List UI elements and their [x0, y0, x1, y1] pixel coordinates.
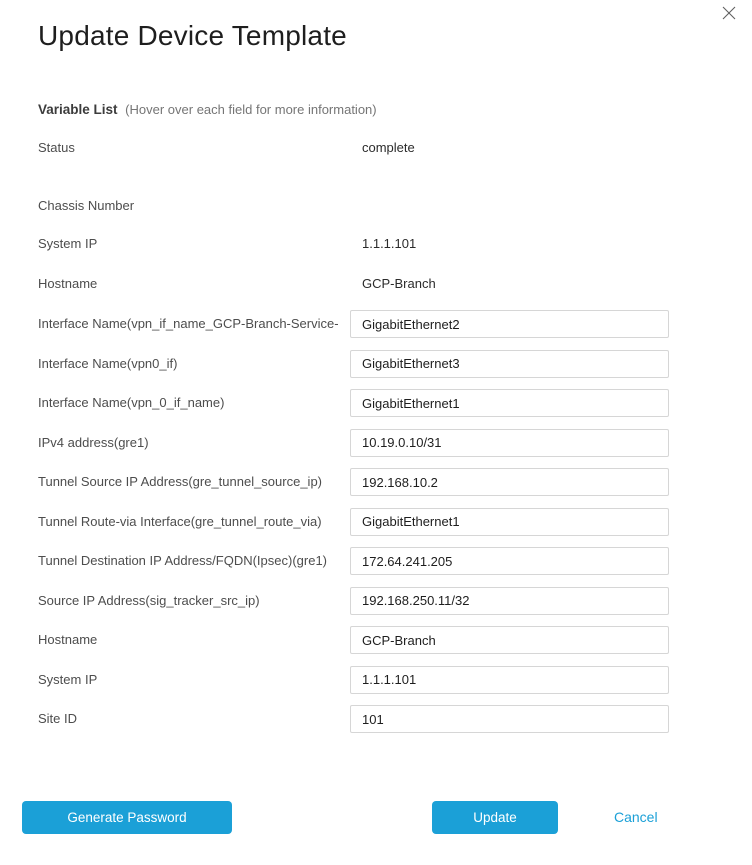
- source-ip-tracker-input[interactable]: [350, 587, 669, 615]
- field-label: Interface Name(vpn_0_if_name): [38, 395, 225, 410]
- field-label: Interface Name(vpn0_if): [38, 355, 178, 371]
- field-label: Tunnel Destination IP Address/FQDN(Ipsec)(gre1): [38, 553, 328, 568]
- form-row-tunnel-destination-ip: [0, 547, 752, 575]
- system-ip-label: System IP: [38, 236, 98, 251]
- hostname-label: Hostname: [38, 276, 98, 291]
- form-row-interface-name-service-vpn: [0, 310, 752, 338]
- page-title: Update Device Template: [38, 20, 347, 51]
- field-label: IPv4 address(gre1): [38, 434, 149, 450]
- field-label: Site ID: [38, 711, 78, 726]
- form-row-system-ip: [0, 666, 752, 694]
- form-row-tunnel-source-ip: [0, 468, 752, 496]
- field-label: Interface Name(vpn_if_name_GCP-Branch-Service-: [38, 316, 339, 331]
- form-row-tunnel-route-via: [0, 508, 752, 536]
- static-row-status: [0, 140, 752, 156]
- field-label: Hostname: [38, 632, 98, 647]
- system-ip-value: 1.1.1.101: [362, 236, 417, 251]
- static-row-hostname: [0, 276, 752, 292]
- variable-list-header: [38, 102, 377, 117]
- form-row-interface-name-vpn0-if: [0, 350, 752, 378]
- field-label: Source IP Address(sig_tracker_src_ip): [38, 592, 260, 608]
- variable-list-heading: Variable List: [38, 102, 118, 117]
- form-row-hostname: [0, 626, 752, 654]
- hostname-input[interactable]: [350, 626, 669, 654]
- update-button[interactable]: Update: [432, 801, 558, 834]
- tunnel-destination-ip-input[interactable]: [350, 547, 669, 575]
- form-row-ipv4-address-gre1: [0, 429, 752, 457]
- tunnel-route-via-input[interactable]: [350, 508, 669, 536]
- status-label: Status: [38, 140, 75, 155]
- field-label: Tunnel Source IP Address(gre_tunnel_source_ip): [38, 474, 323, 489]
- form-row-interface-name-vpn-0-if-name: [0, 389, 752, 417]
- static-row-chassis-number: [0, 198, 752, 214]
- tunnel-source-ip-input[interactable]: [350, 468, 669, 496]
- field-label: System IP: [38, 671, 98, 687]
- cancel-button[interactable]: Cancel: [614, 809, 658, 825]
- close-icon[interactable]: [720, 5, 738, 23]
- site-id-input[interactable]: [350, 705, 669, 733]
- status-value: complete: [362, 140, 415, 155]
- close-x-glyph: [722, 6, 736, 20]
- dialog-footer: [0, 801, 752, 835]
- generate-password-button[interactable]: Generate Password: [22, 801, 232, 834]
- interface-name-service-vpn-input[interactable]: [350, 310, 669, 338]
- variable-list-hint: (Hover over each field for more information): [125, 102, 377, 117]
- chassis-number-label: Chassis Number: [38, 198, 135, 213]
- static-row-system-ip: [0, 236, 752, 252]
- form-row-site-id: [0, 705, 752, 733]
- variable-form: [0, 310, 752, 745]
- field-label: Tunnel Route-via Interface(gre_tunnel_route_via): [38, 513, 322, 529]
- system-ip-input[interactable]: [350, 666, 669, 694]
- interface-name-vpn-0-if-name-input[interactable]: [350, 389, 669, 417]
- ipv4-address-gre1-input[interactable]: [350, 429, 669, 457]
- interface-name-vpn0-if-input[interactable]: [350, 350, 669, 378]
- hostname-value: GCP-Branch: [362, 276, 436, 291]
- form-row-source-ip-tracker: [0, 587, 752, 615]
